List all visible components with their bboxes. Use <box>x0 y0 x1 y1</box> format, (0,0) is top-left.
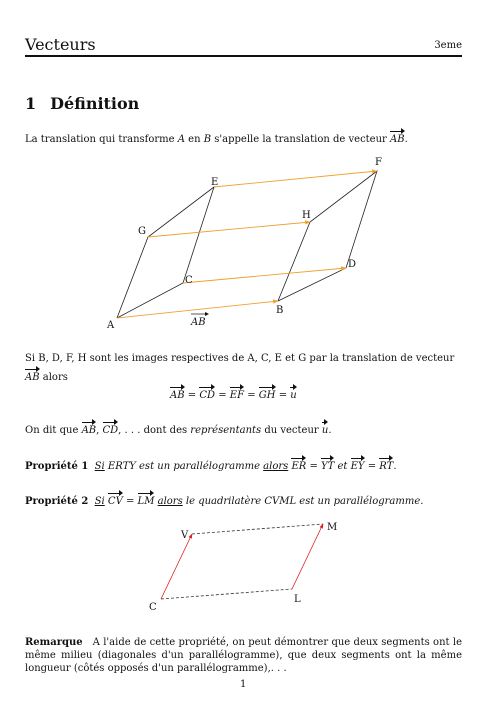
vector-equality <box>170 387 297 402</box>
arrow-e-f <box>214 171 377 187</box>
intro-paragraph <box>25 131 408 146</box>
section-heading <box>25 94 139 113</box>
equals-sign: = <box>218 390 227 401</box>
intro-text: La translation qui transforme <box>25 134 178 145</box>
property-1: Propriété 1 Si ERTY est un parallélogramme alors ER = YT et EY = RT. <box>25 458 397 473</box>
vector-ab: AB <box>390 131 405 146</box>
property-2-label: Propriété 2 <box>25 496 89 507</box>
rep-text: , . . . dont des <box>118 425 191 436</box>
label-a: A <box>107 320 115 331</box>
remark-text: A l'aide de cette propriété, on peut démontrer que deux segments ont le même milieu (diagonales d'un parallélogramme), que deux segments ont la même longueur (côtés opposés d'un parallélogramme),. . . <box>25 637 462 674</box>
representants-paragraph: On dit que AB, CD, . . . dont des représentants du vecteur u. <box>25 422 332 437</box>
property-2-si: Si <box>94 496 105 507</box>
vector-ef: EF <box>230 387 244 402</box>
arrow-c-v <box>161 534 192 599</box>
property-1-et: et <box>334 461 351 472</box>
vector-u: u <box>322 422 328 437</box>
label-c: C <box>149 602 157 613</box>
remark-paragraph <box>25 636 462 675</box>
property-2-text: le quadrilatère CVML est un parallélogramme. <box>182 496 424 507</box>
vector-ab: AB <box>82 422 97 437</box>
header-rule <box>25 55 462 57</box>
images-suffix: alors <box>39 372 68 383</box>
vector-yt: YT <box>321 458 334 473</box>
class-level: 3eme <box>434 40 462 51</box>
equals-sign: = <box>247 390 256 401</box>
property-1-label: Propriété 1 <box>25 461 89 472</box>
label-m: M <box>327 522 338 533</box>
intro-end: . <box>404 134 408 145</box>
vec-label-ab: AB <box>191 317 206 328</box>
page-number: 1 <box>240 679 247 690</box>
label-h: H <box>302 210 311 221</box>
arrow-l-m <box>292 524 323 589</box>
property-1-end: . <box>393 461 397 472</box>
arrow-c-d <box>183 268 346 283</box>
parallelogram-figure <box>0 515 487 615</box>
section-number: 1 <box>25 94 37 113</box>
rep-text: On dit que <box>25 425 82 436</box>
vector-u: u <box>290 387 296 402</box>
label-c: C <box>185 275 193 286</box>
label-f: F <box>375 157 382 168</box>
point-a: A <box>177 134 185 145</box>
label-l: L <box>294 594 301 605</box>
dashed-c-l <box>161 589 292 599</box>
section-title: Définition <box>50 94 140 113</box>
rep-text: du vecteur <box>261 425 322 436</box>
vector-cv: CV <box>108 493 123 508</box>
images-paragraph <box>25 352 462 365</box>
vector-ab: AB <box>170 387 185 402</box>
label-g: G <box>138 226 146 237</box>
rep-end: . <box>328 425 332 436</box>
images-paragraph-2 <box>25 369 68 384</box>
translation-figure <box>0 150 487 340</box>
intro-text: en <box>185 134 204 145</box>
label-v: V <box>181 530 189 541</box>
arrow-a-b <box>117 301 278 318</box>
point-b: B <box>203 134 212 145</box>
label-b: B <box>276 305 284 316</box>
vector-cd: CD <box>103 422 119 437</box>
property-1-si: Si <box>94 461 105 472</box>
vector-ab: AB <box>25 369 40 384</box>
polygon-bhfd <box>278 171 377 301</box>
vector-er: ER <box>291 458 306 473</box>
rep-emphasis: représentants <box>190 425 262 436</box>
dashed-v-m <box>192 524 323 534</box>
property-1-alors: alors <box>263 461 289 472</box>
property-1-text: ERTY est un parallélogramme <box>104 461 264 472</box>
polygon-agec <box>117 187 214 318</box>
vector-ey: EY <box>351 458 365 473</box>
label-e: E <box>211 177 219 188</box>
property-2: Propriété 2 Si CV = LM alors le quadrilatère CVML est un parallélogramme. <box>25 493 423 508</box>
images-text: Si B, D, F, H sont les images respectives de A, C, E et G par la translation de vecteur <box>25 353 455 364</box>
vector-lm: LM <box>138 493 155 508</box>
vector-rt: RT <box>379 458 393 473</box>
remark-label: Remarque <box>25 637 83 648</box>
property-2-alors: alors <box>157 496 183 507</box>
arrow-g-h <box>148 222 310 237</box>
equals-sign: = <box>187 390 197 401</box>
vector-cd: CD <box>199 387 215 402</box>
label-d: D <box>348 259 357 270</box>
document-title: Vecteurs <box>25 35 96 54</box>
vector-gh: GH <box>259 387 276 402</box>
vec-label-arrowhead <box>205 312 209 316</box>
intro-text: s'appelle la translation de vecteur <box>211 134 391 145</box>
equals-sign: = <box>278 390 288 401</box>
